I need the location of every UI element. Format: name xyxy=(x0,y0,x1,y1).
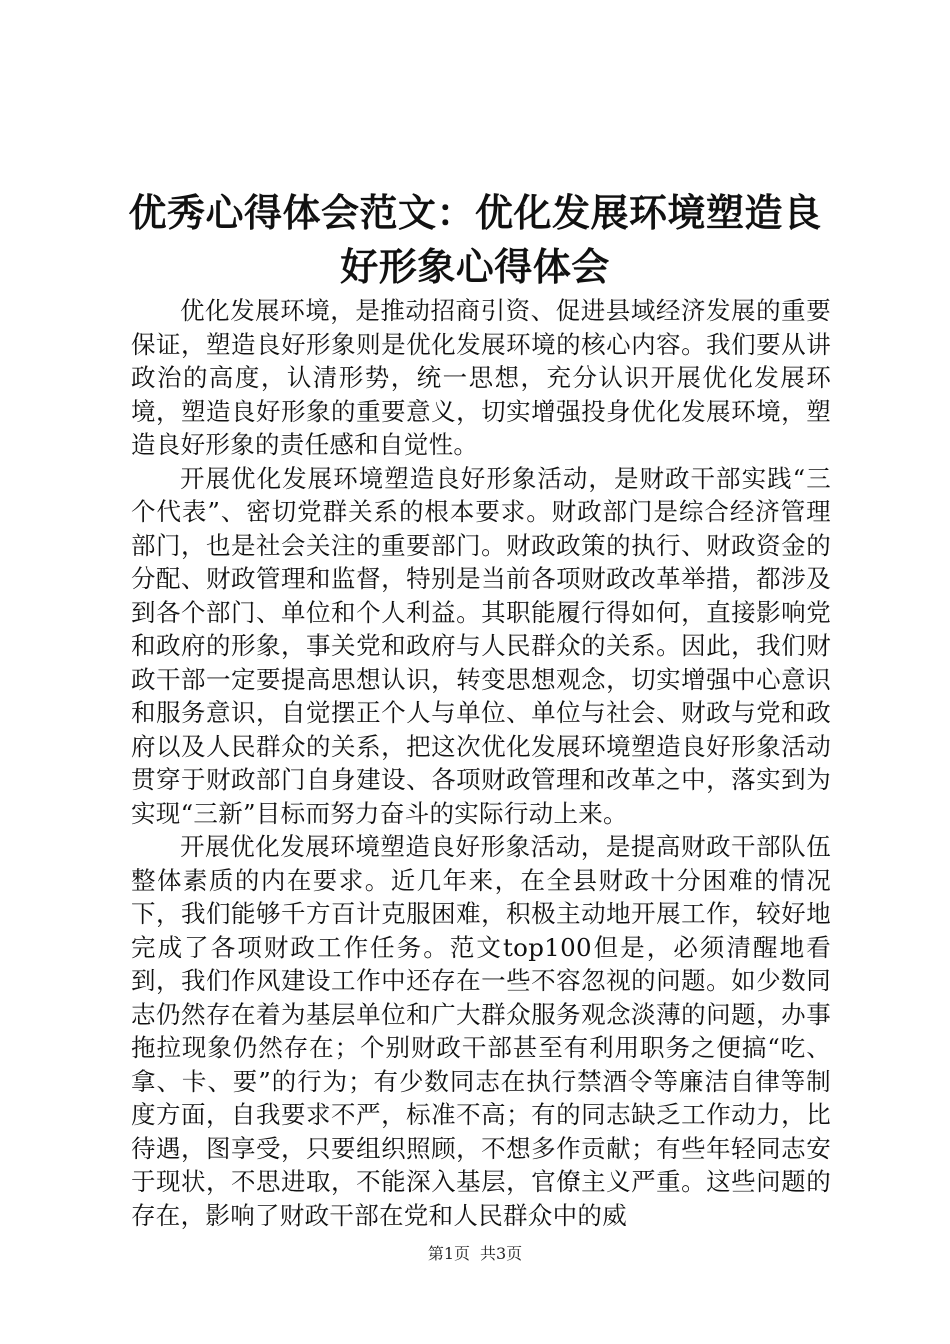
page-footer xyxy=(0,1243,950,1265)
page-total: 共3页 xyxy=(480,1244,523,1263)
document-body xyxy=(131,294,831,1232)
page-number: 第1页 xyxy=(427,1244,470,1263)
document-title: 优秀心得体会范文：优化发展环境塑造良好形象心得体会 xyxy=(128,190,822,289)
paragraph-1: 优化发展环境，是推动招商引资、促进县域经济发展的重要保证，塑造良好形象则是优化发展环境的核心内容。我们要从讲政治的高度，认清形势，统一思想，充分认识开展优化发展环境，塑造良好形象的重要意义，切实增强投身优化发展环境，塑造良好形象的责任感和自觉性。 xyxy=(131,296,831,459)
paragraph-3: 开展优化发展环境塑造良好形象活动，是提高财政干部队伍整体素质的内在要求。近几年来，在全县财政十分困难的情况下，我们能够千方百计克服困难，积极主动地开展工作，较好地完成了各项财政工作任务。范文top100但是，必须清醒地看到，我们作风建设工作中还存在一些不容忽视的问题。如少数同志仍然存在着为基层单位和广大群众服务观念淡薄的问题，办事拖拉现象仍然存在；个别财政干部甚至有利用职务之便搞“吃、拿、卡、要”的行为；有少数同志在执行禁酒令等廉洁自律等制度方面，自我要求不严，标准不高；有的同志缺乏工作动力，比待遇，图享受，只要组织照顾，不想多作贡献；有些年轻同志安于现状，不思进取，不能深入基层，官僚主义严重。这些问题的存在，影响了财政干部在党和人民群众中的威 xyxy=(131,832,832,1230)
paragraph-2: 开展优化发展环境塑造良好形象活动，是财政干部实践“三个代表”、密切党群关系的根本要求。财政部门是综合经济管理部门，也是社会关注的重要部门。财政政策的执行、财政资金的分配、财政管理和监督，特别是当前各项财政改革举措，都涉及到各个部门、单位和个人利益。其职能履行得如何，直接影响党和政府的形象，事关党和政府与人民群众的关系。因此，我们财政干部一定要提高思想认识，转变思想观念，切实增强中心意识和服务意识，自觉摆正个人与单位、单位与社会、财政与党和政府以及人民群众的关系，把这次优化发展环境塑造良好形象活动贯穿于财政部门自身建设、各项财政管理和改革之中，落实到为实现“三新”目标而努力奋斗的实际行动上来。 xyxy=(131,463,831,828)
